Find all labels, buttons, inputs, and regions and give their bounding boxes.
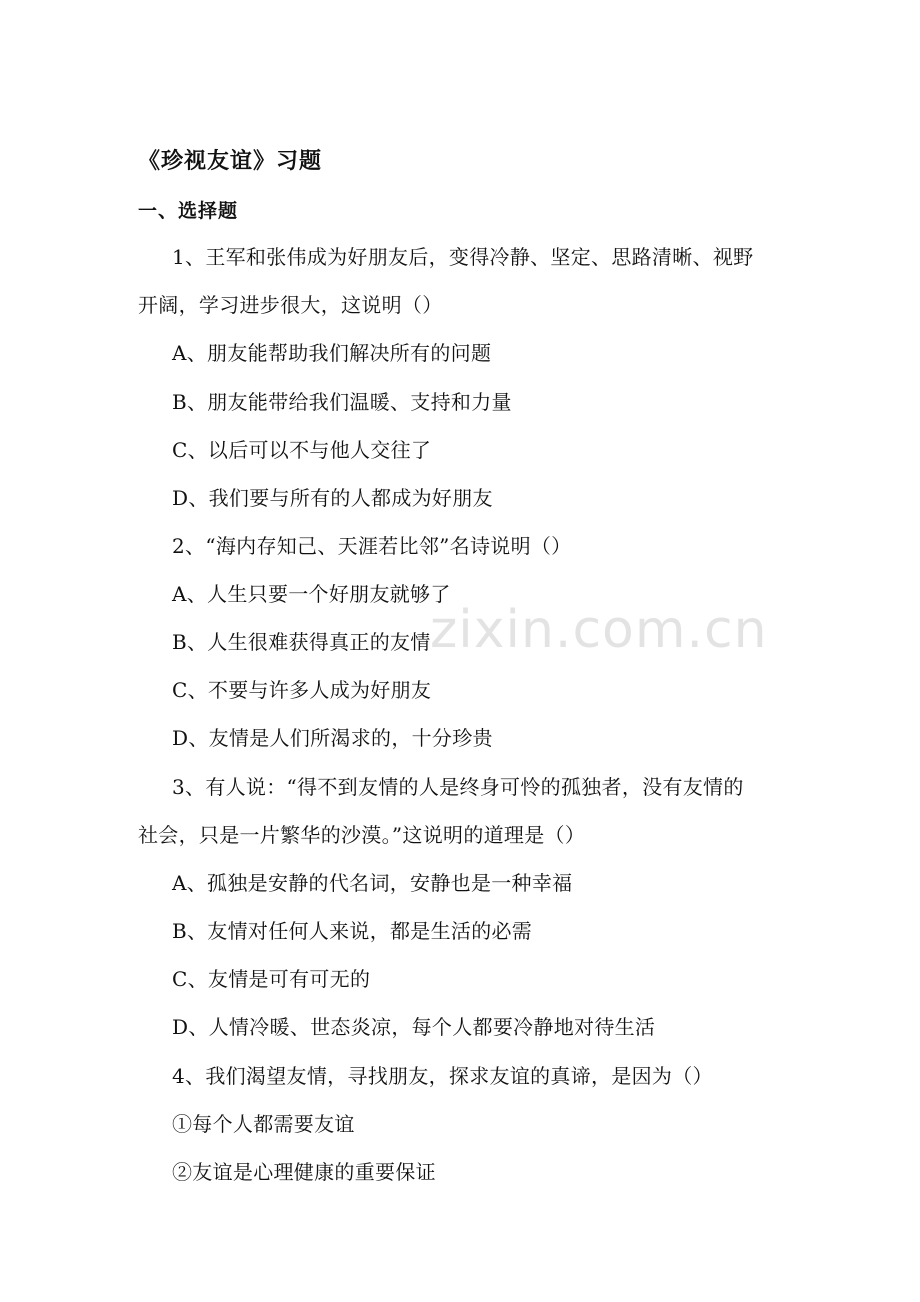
question-2-option-b: B、人生很难获得真正的友情 xyxy=(172,630,431,654)
question-3-option-a: A、孤独是安静的代名词，安静也是一种幸福 xyxy=(172,871,573,895)
question-1-option-d: D、我们要与所有的人都成为好朋友 xyxy=(172,486,493,510)
question-4-item-2: ②友谊是心理健康的重要保证 xyxy=(172,1160,436,1184)
question-3-option-d: D、人情冷暖、世态炎凉，每个人都要冷静地对待生活 xyxy=(172,1015,656,1039)
question-2-line-1: 2、“海内存知己、天涯若比邻”名诗说明（） xyxy=(172,534,572,558)
question-4-item-1: ①每个人都需要友谊 xyxy=(172,1112,355,1136)
question-1-option-c: C、以后可以不与他人交往了 xyxy=(172,438,432,462)
watermark: zixin.com.cn xyxy=(430,600,768,660)
question-1-line-2: 开阔，学习进步很大，这说明（） xyxy=(138,293,443,317)
page-title: 《珍视友谊》习题 xyxy=(138,148,323,174)
question-2-option-c: C、不要与许多人成为好朋友 xyxy=(172,678,432,702)
question-3-line-2: 社会，只是一片繁华的沙漠。”这说明的道理是（） xyxy=(138,823,586,847)
question-1-line-1: 1、王军和张伟成为好朋友后，变得冷静、坚定、思路清晰、视野 xyxy=(172,245,754,269)
question-4-line-1: 4、我们渴望友情，寻找朋友，探求友谊的真谛，是因为（） xyxy=(172,1064,713,1088)
question-3-line-1: 3、有人说：“得不到友情的人是终身可怜的孤独者，没有友情的 xyxy=(172,775,744,799)
question-3-option-c: C、友情是可有可无的 xyxy=(172,967,371,991)
question-2-option-a: A、人生只要一个好朋友就够了 xyxy=(172,582,451,606)
question-1-option-b: B、朋友能带给我们温暖、支持和力量 xyxy=(172,390,512,414)
question-3-option-b: B、友情对任何人来说，都是生活的必需 xyxy=(172,919,533,943)
section-heading: 一、选择题 xyxy=(138,200,239,222)
question-2-option-d: D、友情是人们所渴求的，十分珍贵 xyxy=(172,726,493,750)
question-1-option-a: A、朋友能帮助我们解决所有的问题 xyxy=(172,341,492,365)
